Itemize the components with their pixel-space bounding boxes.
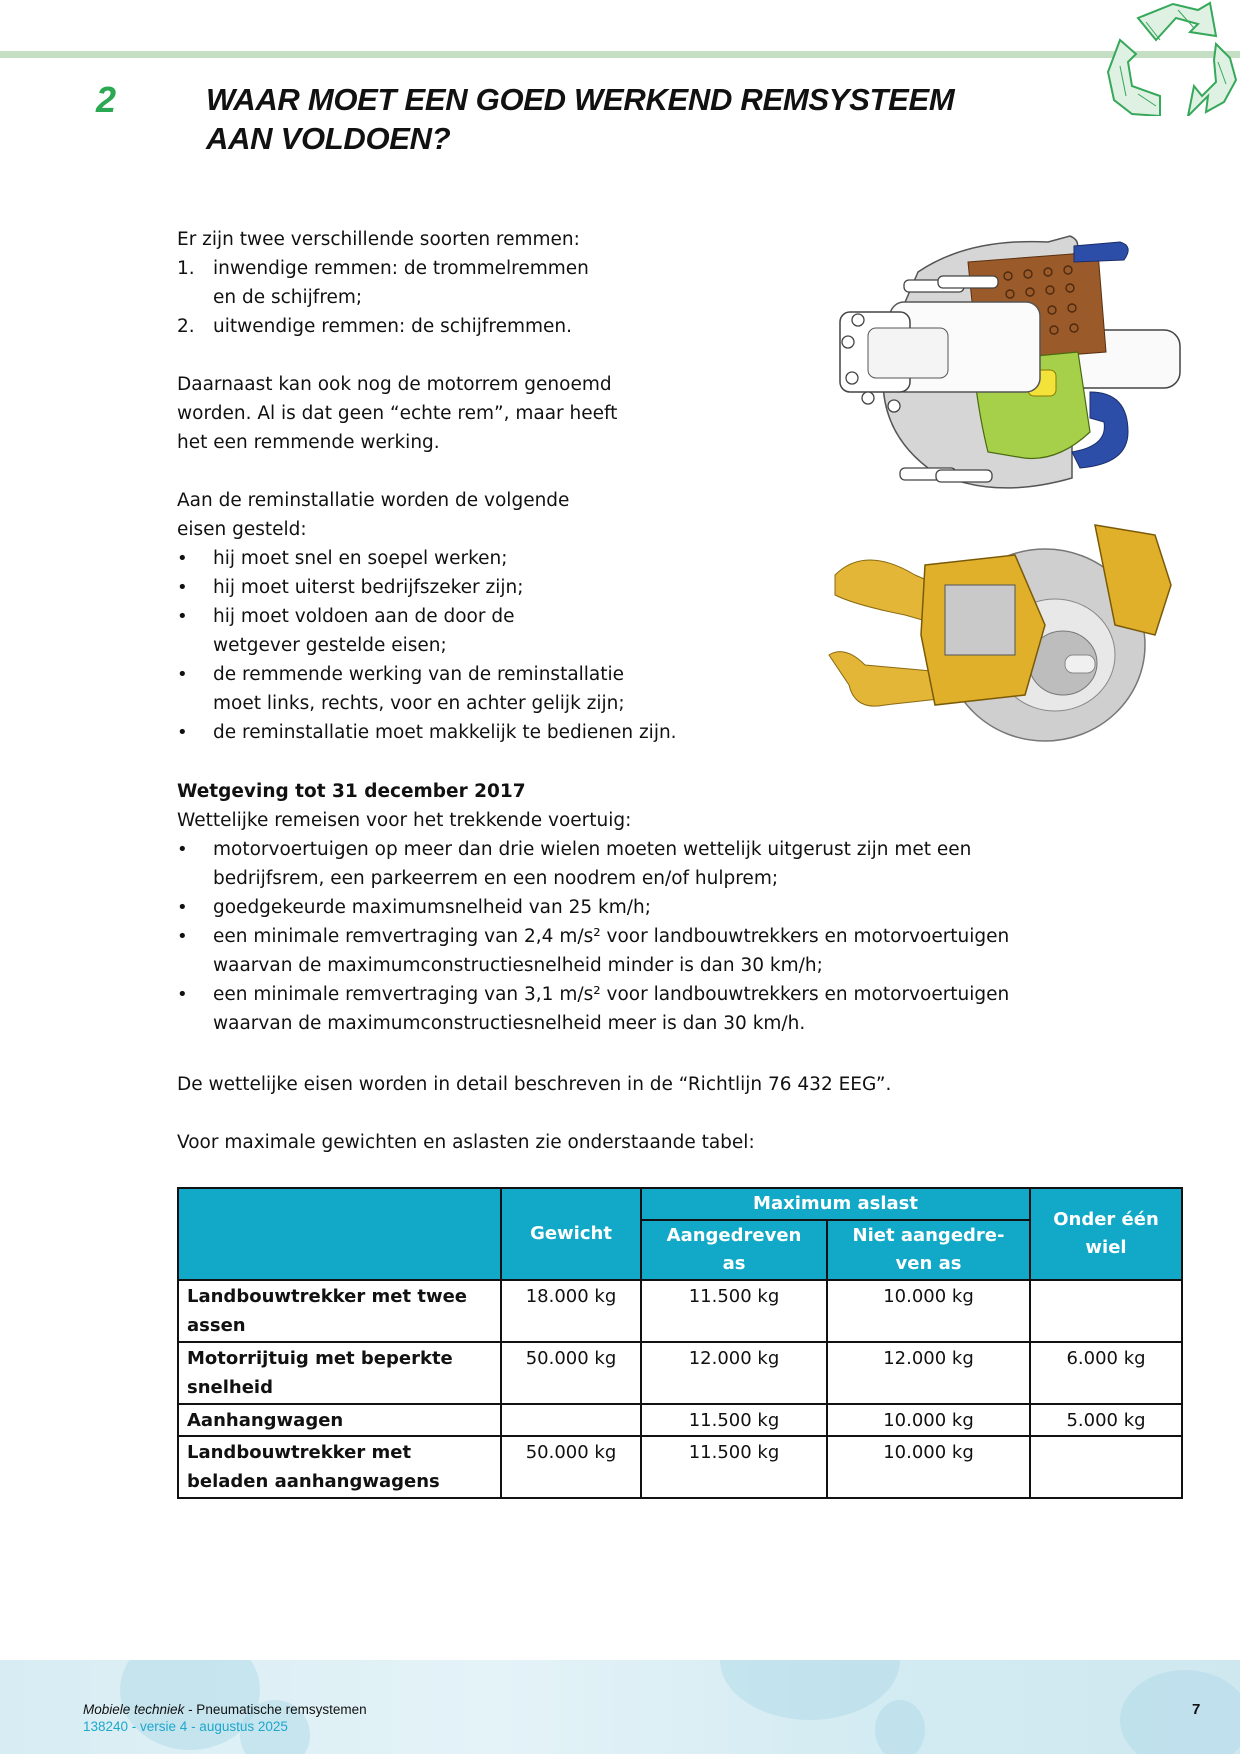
bullet-item	[177, 922, 1009, 980]
page-title-line: AAN VOLDOEN?	[206, 121, 451, 156]
bullet-icon: •	[177, 664, 188, 685]
legislation-section	[177, 777, 1009, 1038]
bullet-icon: •	[177, 577, 188, 598]
table-row	[178, 1404, 1182, 1436]
bullet-icon: •	[177, 606, 188, 627]
paragraph-line: het een remmende werking.	[177, 432, 440, 453]
item-text: inwendige remmen: de trommelremmen	[213, 258, 589, 279]
item-number: 1.	[177, 258, 195, 279]
item-text: motorvoertuigen op meer dan drie wielen moeten wettelijk uitgerust zijn met een	[213, 839, 972, 860]
requirements-lead: eisen gesteld:	[177, 519, 307, 540]
cell-weight: 50.000 kg	[501, 1342, 641, 1404]
decorative-bubble	[875, 1700, 925, 1754]
footer-subject: - Pneumatische remsystemen	[184, 1702, 367, 1717]
bullet-item	[177, 544, 677, 573]
table-row	[178, 1280, 1182, 1342]
cell-driven-axle: 11.500 kg	[641, 1404, 827, 1436]
table-header-per-wheel	[1030, 1188, 1182, 1280]
cell-nondriven-axle: 10.000 kg	[827, 1280, 1030, 1342]
item-text: hij moet snel en soepel werken;	[213, 548, 508, 569]
bullet-icon: •	[177, 548, 188, 569]
weights-table	[177, 1187, 1183, 1499]
bullet-item	[177, 980, 1009, 1038]
decorative-bubble	[1120, 1670, 1240, 1754]
item-text: moet links, rechts, voor en achter gelijk zijn;	[213, 693, 625, 714]
bullet-item	[177, 573, 677, 602]
row-label	[178, 1280, 501, 1342]
paragraph-line: Daarnaast kan ook nog de motorrem genoemd	[177, 374, 612, 395]
header-rule	[0, 51, 1240, 58]
bullet-item	[177, 835, 1009, 893]
row-label	[178, 1342, 501, 1404]
table-intro-text: Voor maximale gewichten en aslasten zie onderstaande tabel:	[177, 1132, 755, 1153]
table-intro	[177, 1128, 755, 1157]
cell-driven-axle: 11.500 kg	[641, 1280, 827, 1342]
item-text: goedgekeurde maximumsnelheid van 25 km/h;	[213, 897, 651, 918]
cell-weight: 18.000 kg	[501, 1280, 641, 1342]
cell-per-wheel	[1030, 1280, 1182, 1342]
bullet-item	[177, 660, 677, 718]
page-number: 7	[1192, 1701, 1201, 1718]
legislation-reference	[177, 1070, 891, 1099]
header-line: wiel	[1085, 1237, 1127, 1258]
cell-per-wheel: 5.000 kg	[1030, 1404, 1182, 1436]
item-text: de remmende werking van de reminstallatie	[213, 664, 625, 685]
item-text: bedrijfsrem, een parkeerrem en een noodrem en/of hulprem;	[213, 868, 779, 889]
cell-driven-axle: 11.500 kg	[641, 1436, 827, 1498]
header-line: ven as	[895, 1253, 962, 1274]
row-label-line: Aanhangwagen	[187, 1410, 344, 1431]
item-text: een minimale remvertraging van 3,1 m/s² voor landbouwtrekkers en motorvoertuigen	[213, 984, 1010, 1005]
bullet-item	[177, 893, 1009, 922]
header-line: Onder één	[1053, 1209, 1159, 1230]
bullet-item	[177, 602, 677, 660]
table-header-driven-axle	[641, 1220, 827, 1280]
row-label-line: assen	[187, 1315, 246, 1336]
row-label	[178, 1436, 501, 1498]
table-header-blank	[178, 1188, 501, 1280]
row-label	[178, 1404, 501, 1436]
header-line: Aangedreven	[666, 1225, 802, 1246]
numbered-item	[177, 312, 589, 341]
requirements-section	[177, 486, 677, 747]
chapter-number: 2	[96, 79, 117, 120]
row-label-line: Motorrijtuig met beperkte	[187, 1348, 453, 1369]
bullet-icon: •	[177, 926, 188, 947]
cell-nondriven-axle: 10.000 kg	[827, 1436, 1030, 1498]
cell-weight	[501, 1404, 641, 1436]
table-row	[178, 1436, 1182, 1498]
drum-brake-illustration	[828, 232, 1183, 492]
recycle-icon	[1098, 0, 1240, 116]
item-text: hij moet voldoen aan de door de	[213, 606, 515, 627]
table-row	[178, 1342, 1182, 1404]
item-text: waarvan de maximumconstructiesnelheid meer is dan 30 km/h.	[213, 1013, 806, 1034]
bullet-icon: •	[177, 984, 188, 1005]
paragraph-line: worden. Al is dat geen “echte rem”, maar heeft	[177, 403, 618, 424]
cell-nondriven-axle: 10.000 kg	[827, 1404, 1030, 1436]
item-text: waarvan de maximumconstructiesnelheid minder is dan 30 km/h;	[213, 955, 823, 976]
motorrem-paragraph	[177, 370, 617, 457]
legislation-heading: Wetgeving tot 31 december 2017	[177, 781, 526, 802]
disc-brake-illustration	[825, 515, 1185, 745]
page-title-line: WAAR MOET EEN GOED WERKEND REMSYSTEEM	[206, 82, 955, 117]
brake-types-section	[177, 225, 589, 341]
decorative-bubble	[720, 1660, 900, 1720]
bullet-icon: •	[177, 839, 188, 860]
footer-series-name: Mobiele techniek	[83, 1702, 185, 1717]
item-number: 2.	[177, 316, 195, 337]
page-footer	[0, 1660, 1240, 1754]
row-label-line: snelheid	[187, 1377, 273, 1398]
cell-per-wheel	[1030, 1436, 1182, 1498]
footer-version: 138240 - versie 4 - augustus 2025	[83, 1719, 288, 1734]
header-line: Niet aangedre-	[852, 1225, 1005, 1246]
reference-text: De wettelijke eisen worden in detail beschreven in de “Richtlijn 76 432 EEG”.	[177, 1074, 892, 1095]
table-header-max-axle-load: Maximum aslast	[641, 1188, 1030, 1220]
numbered-item	[177, 254, 589, 312]
cell-per-wheel: 6.000 kg	[1030, 1342, 1182, 1404]
cell-nondriven-axle: 12.000 kg	[827, 1342, 1030, 1404]
item-text: uitwendige remmen: de schijfremmen.	[213, 316, 573, 337]
item-text: een minimale remvertraging van 2,4 m/s² voor landbouwtrekkers en motorvoertuigen	[213, 926, 1010, 947]
requirements-lead: Aan de reminstallatie worden de volgende	[177, 490, 570, 511]
cell-driven-axle: 12.000 kg	[641, 1342, 827, 1404]
bullet-item	[177, 718, 677, 747]
header-line: as	[722, 1253, 746, 1274]
footer-series-title	[83, 1702, 367, 1717]
brake-types-lead: Er zijn twee verschillende soorten remmen:	[177, 229, 580, 250]
item-text: hij moet uiterst bedrijfszeker zijn;	[213, 577, 524, 598]
row-label-line: beladen aanhangwagens	[187, 1471, 440, 1492]
item-text: wetgever gestelde eisen;	[213, 635, 447, 656]
item-text: de reminstallatie moet makkelijk te bedienen zijn.	[213, 722, 677, 743]
page-title	[206, 80, 1006, 158]
table-header-nondriven-axle	[827, 1220, 1030, 1280]
item-text: en de schijfrem;	[213, 287, 363, 308]
row-label-line: Landbouwtrekker met	[187, 1442, 412, 1463]
cell-weight: 50.000 kg	[501, 1436, 641, 1498]
bullet-icon: •	[177, 722, 188, 743]
row-label-line: Landbouwtrekker met twee	[187, 1286, 467, 1307]
bullet-icon: •	[177, 897, 188, 918]
legislation-lead: Wettelijke remeisen voor het trekkende voertuig:	[177, 810, 632, 831]
table-header-weight: Gewicht	[501, 1188, 641, 1280]
